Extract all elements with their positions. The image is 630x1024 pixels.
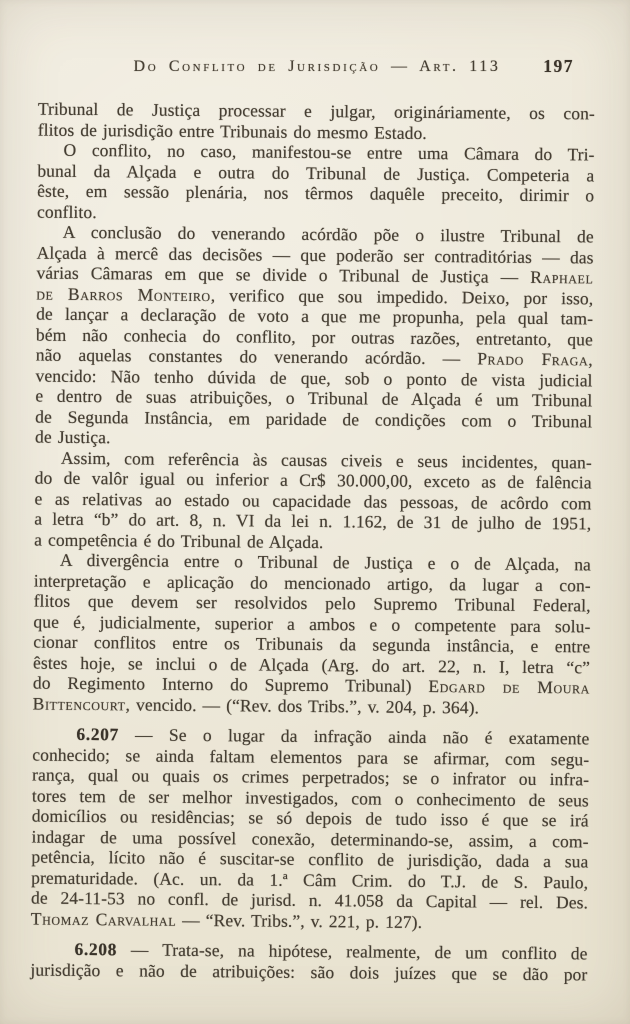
text-segment: flitos que devem ser resolvidos pelo Supremo Tribunal Federal, <box>33 590 591 616</box>
text-segment: interpretação e aplicação do mencionado artigo, da lugar a con- <box>33 570 591 595</box>
person-name: Thomaz Carvalhal <box>30 908 177 930</box>
text-segment: cionar conflitos entre os Tribunais da segunda instância, e entre <box>33 631 591 657</box>
text-segment: do de valôr igual ou inferior a Cr$ 30.000,00, exceto as de falência <box>34 467 592 493</box>
text-segment: Alçada à mercê das decisões — que poderão ser contraditórias — das <box>36 242 594 267</box>
person-name: Raphael <box>530 266 594 288</box>
text-segment: êstes hoje, se inclui o de Alçada (Arg. do art. 22, n. I, letra “c” <box>33 652 591 677</box>
text-segment: Assim, com referência às causas civeis e seus incidentes, quan- <box>60 447 592 472</box>
person-name: Prado Fraga <box>477 348 589 370</box>
paragraph <box>37 140 595 227</box>
text-segment: — Trata-se, na hipótese, realmente, de um conflito de <box>116 939 588 964</box>
text-segment: várias Câmaras em que se divide o Tribunal de Justiça — <box>36 262 531 287</box>
text-block <box>30 99 595 985</box>
paragraph <box>34 447 592 554</box>
text-segment: — Se o lugar da infração ainda não é exatamente <box>118 724 590 749</box>
text-segment: a letra “b” do art. 8, n. VI da lei n. 1.162, de 31 de julho de 1951, <box>34 508 592 534</box>
section-number: 6.207 <box>76 723 119 745</box>
running-title: Do Conflito de Jurisdição — Art. 113 <box>133 58 501 75</box>
paragraph <box>38 99 595 145</box>
text-segment: , vencido. — (“Rev. dos Tribs.”, v. 204, p. 364). <box>125 693 480 717</box>
text-segment: não aquelas constantes do venerando acórdão. — <box>35 344 478 369</box>
paragraph <box>30 939 587 985</box>
text-segment: e dentro de suas atribuições, o Tribunal de Alçada é um Tribunal <box>35 385 593 411</box>
text-segment: flitos de jurisdição entre Tribunais do mesmo Estado. <box>37 119 427 143</box>
section-number: 6.208 <box>74 938 118 960</box>
text-segment: êste, em sessão plenária, nos têrmos daquêle preceito, dirimir o <box>37 180 595 206</box>
text-segment: , <box>588 349 593 370</box>
text-segment: indagar de uma possível conexão, determinando-se, assim, a com- <box>31 826 589 851</box>
person-name: Edgard de Moura <box>428 675 590 698</box>
text-segment: de Justiça. <box>34 426 111 448</box>
text-segment: de Segunda Instância, em paridade de condições com o Tribunal <box>35 406 593 431</box>
text-segment: — “Rev. Tribs.”, v. 221, p. 127). <box>176 909 423 932</box>
text-segment: petência, lícito não é suscitar-se conflito de jurisdição, dada a sua <box>31 846 589 872</box>
text-segment: prematuridade. (Ac. un. da 1.ª Câm Crim. do T.J. de S. Paulo, <box>31 867 589 892</box>
text-segment: Tribunal de Justiça processar e julgar, origináriamente, os con- <box>37 98 595 124</box>
paragraph <box>31 724 590 934</box>
text-segment: vencido: Não tenho dúvida de que, sob o ponto de vista judicial <box>35 365 593 390</box>
text-segment: conhecido; se ainda faltam elementos para se afirmar, com segu- <box>32 744 590 769</box>
paragraph <box>33 550 591 719</box>
text-segment: conflito. <box>36 201 97 222</box>
text-segment: bém não conhecia do conflito, por outras razões, entretanto, que <box>35 324 594 349</box>
text-segment: que é, judicialmente, superior a ambos e o competente para solu- <box>33 611 591 636</box>
text-segment: rança, qual ou quais os crimes perpetrados; se o infrator ou infra- <box>32 764 590 790</box>
text-segment: , verifico que sou impedido. Deixo, por isso, <box>210 284 594 308</box>
text-segment: O conflito, no caso, manifestou-se entre uma Câmara do Tri- <box>63 139 595 165</box>
paragraph <box>35 222 594 452</box>
text-segment: tores tem de ser melhor investigados, com o conhecimento de seus <box>31 785 589 810</box>
text-segment: A divergência entre o Tribunal de Justiça e o de Alçada, na <box>59 549 592 575</box>
text-segment: de 24-11-53 no confl. de jurisd. n. 41.058 da Capital — rel. Des. <box>30 887 589 913</box>
text-line <box>30 959 587 984</box>
text-segment: jurisdição e não de atribuições: são dois juízes que se dão por <box>30 959 588 984</box>
text-segment: A conclusão do venerando acórdão põe o ilustre Tribunal de <box>62 221 594 247</box>
text-segment: bunal da Alçada e outra do Tribunal de Justiça. Competeria a <box>37 160 595 185</box>
text-segment: do Regimento Interno do Supremo Tribunal) <box>32 672 429 696</box>
text-segment: domicílios ou residências; se só depois de tudo isso é que se irá <box>31 805 589 831</box>
text-segment: de lançar a declaração de voto a que me propunha, pela qual tam- <box>36 303 594 329</box>
page-header <box>38 58 596 80</box>
person-name: de Barros Monteiro <box>36 283 211 305</box>
text-segment: e as relativas ao estado ou capacidade das pessoas, de acôrdo com <box>34 488 592 513</box>
text-segment: a competência é do Tribunal de Alçada. <box>34 529 324 552</box>
person-name: Bittencourt <box>32 693 126 714</box>
page-number: 197 <box>543 56 574 76</box>
